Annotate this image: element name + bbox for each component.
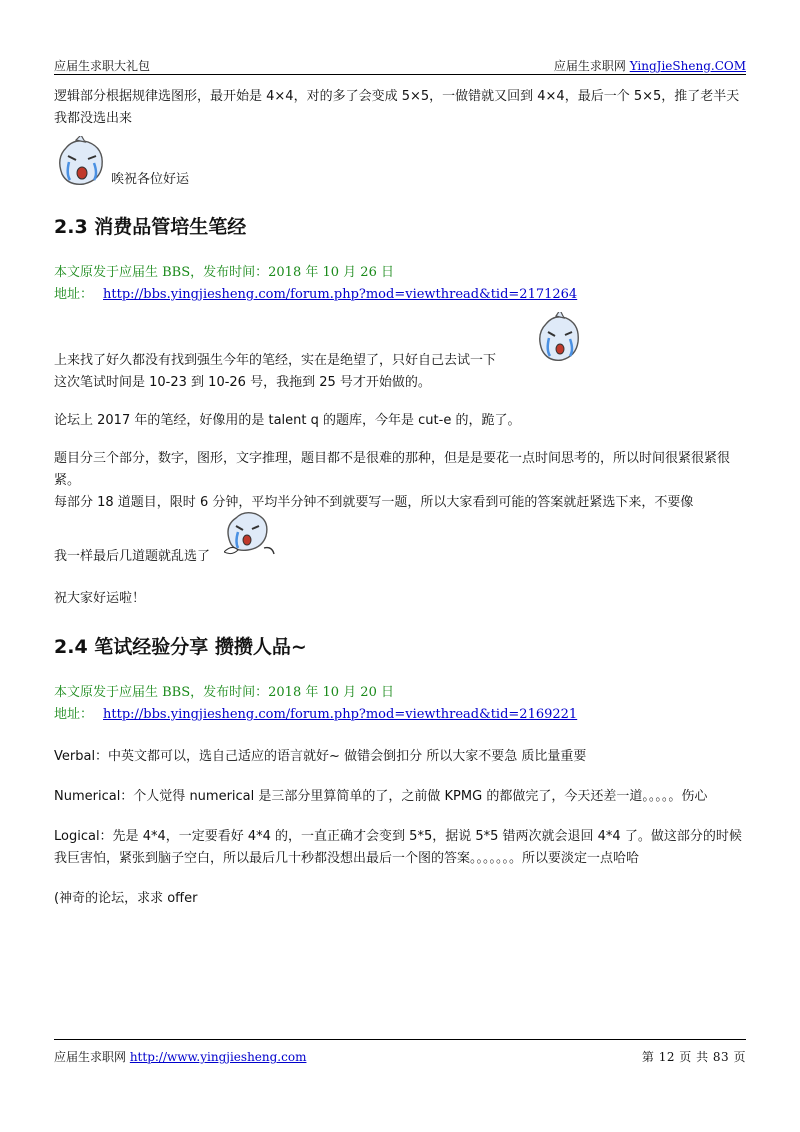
footer-site-name: 应届生求职网 [54, 1050, 130, 1064]
emoji-caption: 唉祝各位好运 [111, 172, 190, 187]
section-2-3-address [54, 284, 748, 306]
section-2-4-p4: (神奇的论坛，求求 offer [54, 891, 198, 906]
header-divider [54, 74, 746, 75]
page-number: 第 12 页 共 83 页 [641, 1050, 746, 1064]
crying-face-icon [54, 136, 108, 188]
crying-face-icon [536, 312, 582, 364]
section-2-3-p2: 这次笔试时间是 10-23 到 10-26 号，我拖到 25 号才开始做的。 [54, 375, 431, 390]
section-2-3-p7: 祝大家好运啦！ [54, 591, 146, 606]
header-site-link[interactable]: YingJieSheng.COM [629, 59, 746, 73]
footer-divider [54, 1039, 746, 1040]
footer-site [54, 1048, 306, 1065]
page-footer [54, 1048, 746, 1066]
page-content [54, 84, 748, 910]
section-2-3-p6: 我一样最后几道题就乱选了 [54, 549, 211, 564]
page-header [54, 55, 746, 75]
section-2-3-link[interactable]: http://bbs.yingjiesheng.com/forum.php?mod=viewthread&tid=2171264 [103, 287, 578, 302]
section-2-4-address [54, 704, 748, 726]
address-label: 地址： [54, 287, 94, 302]
section-2-3-source: 本文原发于应届生 BBS，发布时间：2018 年 10 月 26 日 [54, 265, 394, 280]
spacer [54, 306, 748, 350]
section-heading-2-4: 2.4 笔试经验分享 攒攒人品~ [54, 636, 307, 658]
section-2-4-p3: Logical：先是 4*4，一定要看好 4*4 的，一直正确才会变到 5*5，据说 5*5 错两次就会退回 4*4 了。做这部分的时候我巨害怕，紧张到脑子空白，所以最后几十秒都没想出最后一个图的答案。。。。。。。所以要淡定一点哈哈 [54, 829, 742, 866]
header-title: 应届生求职大礼包 [54, 59, 151, 73]
section-2-3-p4: 题目分三个部分，数字，图形，文字推理，题目都不是很难的那种，但是是要花一点时间思考的，所以时间很紧很紧很紧。 [54, 451, 731, 488]
header-site [554, 57, 746, 74]
crying-face-icon [224, 508, 276, 556]
intro-paragraph: 逻辑部分根据规律选图形，最开始是 4×4，对的多了会变成 5×5，一做错就又回到 4×4，最后一个 5×5，推了老半天我都没选出来 [54, 89, 740, 126]
section-2-4-p1: Verbal：中英文都可以，选自己适应的语言就好~ 做错会倒扣分 所以大家不要急 质比量重要 [54, 749, 587, 764]
section-heading-2-3: 2.3 消费品管培生笔经 [54, 216, 247, 238]
footer-site-link[interactable]: http://www.yingjiesheng.com [129, 1050, 307, 1064]
section-2-3-p5: 每部分 18 道题目，限时 6 分钟，平均半分钟不到就要写一题，所以大家看到可能的答案就赶紧选下来，不要像 [54, 495, 694, 510]
emoji-line [54, 136, 748, 188]
section-2-4-p2: Numerical：个人觉得 numerical 是三部分里算简单的了，之前做 KPMG 的都做完了，今天还差一道。。。。。伤心 [54, 789, 708, 804]
header-site-name: 应届生求职网 [553, 59, 630, 73]
section-2-3-p3: 论坛上 2017 年的笔经，好像用的是 talent q 的题库，今年是 cut-e 的，跪了。 [54, 413, 521, 428]
section-2-4-source: 本文原发于应届生 BBS，发布时间：2018 年 10 月 20 日 [54, 685, 394, 700]
section-2-4-link[interactable]: http://bbs.yingjiesheng.com/forum.php?mod=viewthread&tid=2169221 [103, 707, 578, 722]
spacer-2 [54, 514, 748, 546]
address-label: 地址： [54, 707, 94, 722]
section-2-3-p1: 上来找了好久都没有找到强生今年的笔经，实在是绝望了，只好自己去试一下 [54, 353, 497, 368]
